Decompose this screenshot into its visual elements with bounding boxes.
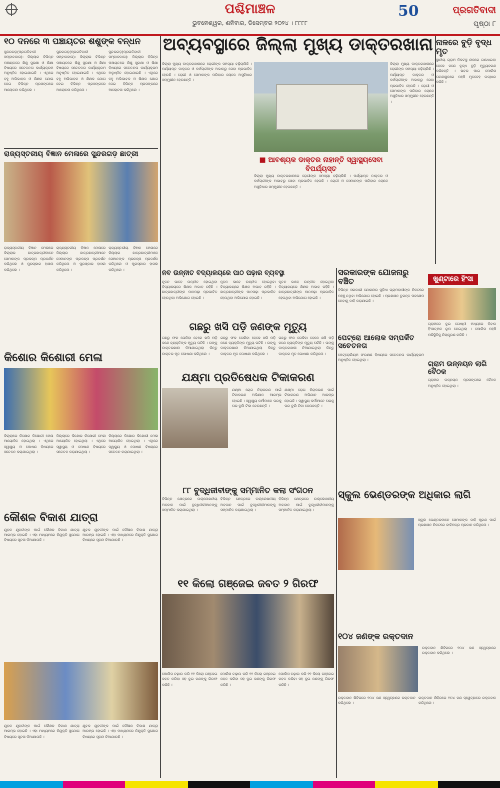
article-body-cont: ରାଜ୍ୟସ୍ତରୀୟ ବିଜ୍ଞାନ ମେଳାରେ ଜିଲ୍ଲାର ଛାତ୍ରଛାତ୍ରୀମାନେ ସେମାନଙ୍କ ପ୍ରକଳ୍ପ ପ୍ରଦର୍ଶନ କରିଥିଲେ ଓ ପୁରସ୍କାର ହାସଲ କରିଥିଲେ । — [56, 246, 106, 272]
section-title: ପଶ୍ଚିମାଞ୍ଚଳ — [224, 2, 276, 17]
article-body-cont: ରକ୍ତଦାନ ଶିବିରରେ ୧୦୪ ଜଣ ସ୍ୱେଚ୍ଛାରେ ରକ୍ତଦାନ କରିଥିଲେ । — [338, 696, 416, 706]
article-body: ଯୁବକ ଯୁବତୀଙ୍କ ପାଇଁ କୌଶଳ ବିକାଶ ଯାତ୍ରା ଆରମ୍ଭ ହୋଇଛି । ଏହା ମାଧ୍ୟମରେ ନିଯୁକ୍ତି ସୁଯୋଗ ବିଷୟରେ ସୂଚନା ଦିଆଯାଉଛି । — [4, 527, 80, 543]
headline: ସରକାରଙ୍କ ଯୋଜନାରୁ ବଞ୍ଚିତ — [338, 268, 409, 287]
article-body: ଗଛରୁ ଫଳ ତୋଳିବା ବେଳେ ଖସି ପଡ଼ି ଜଣେ ବ୍ୟକ୍ତିଙ୍କ ମୃତ୍ୟୁ ଘଟିଛି । ତାଙ୍କୁ ଡାକ୍ତରଖାନା ନିଆଯାଇଥିଲା କିନ୍ତୁ ଡାକ୍ତର ମୃତ ଘୋଷଣା କରିଥିଲେ । — [162, 335, 218, 356]
article-body-cont: ପୋଲିସ ଚଢ଼ାଉ କରି ୧୧ କିଲୋ ଗଞ୍ଜେଇ ଜବତ କରିବା ସହ ଦୁଇ ଜଣଙ୍କୁ ଗିରଫ କରିଛି । — [220, 672, 276, 687]
article-body: ଗ୍ରାମରେ ଦୁଇ ଗୋଷ୍ଠୀ ମଧ୍ୟରେ ବିବାଦ ହିଂସାତ୍ମକ ରୂପ ନେଇଥିଲା । ପୋଲିସ ପହଞ୍ଚି ପରିସ୍ଥିତିକୁ ନିୟନ୍ତ୍ରଣ କରିଛି । — [428, 322, 496, 337]
article-a5 — [162, 322, 334, 370]
seizure-photo — [162, 594, 334, 668]
article-body-cont: ଯକ୍ଷ୍ମା ରୋଗ ନିରାକରଣ ପାଇଁ ଟିକାକରଣ ଅଭିଯାନ ଆରମ୍ଭ ହୋଇଛି । ସ୍ୱାସ୍ଥ୍ୟ କର୍ମୀମାନେ ଘରକୁ ଘର ବୁଲି ଟିକା ଦେଉଛନ୍ତି । — [284, 388, 334, 409]
article-body-cont: ରାଜ୍ୟସ୍ତରୀୟ ବିଜ୍ଞାନ ମେଳାରେ ଜିଲ୍ଲାର ଛାତ୍ରଛାତ୍ରୀମାନେ ସେମାନଙ୍କ ପ୍ରକଳ୍ପ ପ୍ରଦର୍ଶନ କରିଥିଲେ ଓ ପୁରସ୍କାର ହାସଲ କରିଥିଲେ । — [108, 246, 158, 272]
article-a16 — [428, 360, 496, 500]
mela-photo — [4, 368, 158, 430]
article-body-cont: ବିଭିନ୍ନ କ୍ଷେତ୍ରରେ ଉଲ୍ଲେଖନୀୟ ଅବଦାନ ପାଇଁ ବୁଦ୍ଧିଜୀବୀମାନଙ୍କୁ ସମ୍ମାନିତ କରାଯାଇଥିଲା । — [220, 497, 276, 512]
headline: ୮୮ ବୁଦ୍ଧିଜୀବୀଙ୍କୁ ସମ୍ମାନିତ କଲା ସଂଗଠନ — [182, 486, 314, 495]
article-body: ବିଭିନ୍ନ ସରକାରୀ ଯୋଜନାର ସୁବିଧା ଗ୍ରାମବାସୀଙ୍କ ନିକଟରେ ପହଞ୍ଚୁ ନଥିବା ଅଭିଯୋଗ ହୋଇଛି । ପ୍ରଶାସନ ତୁରନ୍ତ ପଦକ୍ଷେପ ନେବାକୁ ଦାବି କରାଯାଇଛି । — [338, 288, 424, 304]
article-body-cont: ପୋଲିସ ଚଢ଼ାଉ କରି ୧୧ କିଲୋ ଗଞ୍ଜେଇ ଜବତ କରିବା ସହ ଦୁଇ ଜଣଙ୍କୁ ଗିରଫ କରିଛି । — [278, 672, 334, 687]
article-body-cont: ନୂତନ ଭାବେ ଉନ୍ନୀତ ହୋଇଥିବା ବିଦ୍ୟାଳୟରେ ଶିକ୍ଷକ ଅଭାବ ରହିଛି । ଛାତ୍ରଛାତ୍ରୀଙ୍କ ପାଠପଢ଼ା ପ୍ରଭାବିତ ହେଉଥିବା ଅଭିଯୋଗ ହୋଇଛି । — [220, 279, 276, 300]
column-divider — [336, 268, 337, 778]
article-a14 — [162, 578, 334, 778]
article-body: ସ୍ଥାନୀୟ ଗ୍ରାମ ନିକଟସ୍ଥ ନାଳରେ ଗାଧୋଇବା ବେଳେ ଜଣେ ବୃଦ୍ଧ ବୁଡ଼ି ମୃତ୍ୟୁବରଣ କରିଛନ୍ତି । ଖବର ପାଇ ପୋଲିସ ଘଟଣାସ୍ଥଳରେ ପହଞ୍ଚି ମୃତଦେହ ଉଦ୍ଧାର କରିଛି । — [436, 58, 496, 84]
article-body: ରାଜ୍ୟସ୍ତରୀୟ ବିଜ୍ଞାନ ମେଳାରେ ଜିଲ୍ଲାର ଛାତ୍ରଛାତ୍ରୀମାନେ ସେମାନଙ୍କ ପ୍ରକଳ୍ପ ପ୍ରଦର୍ଶନ କରିଥିଲେ ଓ ପୁରସ୍କାର ହାସଲ କରିଥିଲେ । — [4, 246, 54, 272]
headline: ଗ୍ରାମ ଉନ୍ନୟନ ଲାଗି ବୈଠକ — [428, 360, 487, 377]
group-photo — [428, 288, 496, 320]
hospital-photo — [254, 62, 388, 152]
article-a8 — [338, 334, 424, 484]
yatra-photo — [4, 662, 158, 720]
brand-name: ପ୍ରଗତିବାଦୀ — [452, 6, 496, 16]
article-a7 — [428, 266, 496, 356]
headline: ୧୦ ଦିନରେ ୩ ପଞ୍ଚାୟତର ଶିଶୁଙ୍କ ବନ୍ଧନ — [4, 38, 141, 47]
column-divider — [160, 36, 161, 778]
article-body: ପେଟ୍ରୋଲିୟମ ସଂରକ୍ଷଣ ବିଷୟରେ ସଚେତନତା କାର୍ଯ୍ୟକ୍ରମ ଅନୁଷ୍ଠିତ ହୋଇଥିଲା । — [338, 352, 424, 362]
article-body-cont: ଗଛରୁ ଫଳ ତୋଳିବା ବେଳେ ଖସି ପଡ଼ି ଜଣେ ବ୍ୟକ୍ତିଙ୍କ ମୃତ୍ୟୁ ଘଟିଛି । ତାଙ୍କୁ ଡାକ୍ତରଖାନା ନିଆଯାଇଥିଲା କିନ୍ତୁ ଡାକ୍ତର ମୃତ ଘୋଷଣା କରିଥିଲେ । — [220, 335, 276, 356]
article-body-cont: ଯୁବକ ଯୁବତୀଙ୍କ ପାଇଁ କୌଶଳ ବିକାଶ ଯାତ୍ରା ଆରମ୍ଭ ହୋଇଛି । ଏହା ମାଧ୍ୟମରେ ନିଯୁକ୍ତି ସୁଯୋଗ ବିଷୟରେ ସୂଚନା ଦିଆଯାଉଛି । — [82, 724, 158, 739]
lead-body-cont: ଜିଲ୍ଲା ମୁଖ୍ୟ ଡାକ୍ତରଖାନାରେ ରୋଗୀଙ୍କ ସମସ୍ୟା ବଢ଼ିଚାଲିଛି । ପର୍ଯ୍ୟାପ୍ତ ଡାକ୍ତର ଓ କର୍ମଚାରୀଙ୍କ ଅଭାବରୁ ସେବା ପ୍ରଭାବିତ ହେଉଛି । ରୋଗୀ ଓ ସେମାନଙ୍କ ପରିବାର ଲୋକେ ଅସୁବିଧାର ସମ୍ମୁଖୀନ ହେଉଛନ୍ତି । — [254, 174, 388, 189]
headline: ଯକ୍ଷ୍ମା ପ୍ରତିଷେଧକ ଟିକାକରଣ — [181, 372, 315, 384]
headline: ନାଳରେ ବୁଡ଼ି ବୃଦ୍ଧ ମୃତ — [436, 38, 492, 57]
article-lead — [162, 36, 434, 266]
article-body-cont: ବିଭିନ୍ନ କ୍ଷେତ୍ରରେ ଉଲ୍ଲେଖନୀୟ ଅବଦାନ ପାଇଁ ବୁଦ୍ଧିଜୀବୀମାନଙ୍କୁ ସମ୍ମାନିତ କରାଯାଇଥିଲା । — [278, 497, 334, 512]
article-body: ଜିଲ୍ଲାରେ କିଶୋର କିଶୋରୀ ମେଳା ଆୟୋଜିତ ହୋଇଥିଲା । ଏଥିରେ ସ୍ୱାସ୍ଥ୍ୟ ଓ ପୋଷଣ ବିଷୟରେ ସଚେତନ କରାଯାଇଥିଲା । — [4, 434, 54, 455]
headline: ପେଟ୍ରୋ ଆଲୋକ ସମ୍ପର୍କିତ ସଚେତନତା — [338, 334, 415, 351]
article-body-cont: ଜିଲ୍ଲାରେ କିଶୋର କିଶୋରୀ ମେଳା ଆୟୋଜିତ ହୋଇଥିଲା । ଏଥିରେ ସ୍ୱାସ୍ଥ୍ୟ ଓ ପୋଷଣ ବିଷୟରେ ସଚେତନ କରାଯାଇଥିଲା । — [56, 434, 106, 455]
article-a13 — [4, 512, 158, 778]
lead-headline: ଅବ୍ୟବସ୍ଥାରେ ଜିଲ୍ଲା ମୁଖ୍ୟ ଡାକ୍ତରଖାନା — [163, 36, 433, 55]
article-a15 — [338, 632, 496, 778]
lead-body: ଜିଲ୍ଲା ମୁଖ୍ୟ ଡାକ୍ତରଖାନାରେ ରୋଗୀଙ୍କ ସମସ୍ୟା ବଢ଼ିଚାଲିଛି । ପର୍ଯ୍ୟାପ୍ତ ଡାକ୍ତର ଓ କର୍ମଚାରୀଙ୍କ ଅଭାବରୁ ସେବା ପ୍ରଭାବିତ ହେଉଛି । ରୋଗୀ ଓ ସେମାନଙ୍କ ପରିବାର ଲୋକେ ଅସୁବିଧାର ସମ୍ମୁଖୀନ ହେଉଛନ୍ତି । — [162, 62, 252, 83]
page-number: ପୃଷ୍ଠା ୮ — [473, 20, 496, 28]
headline: ଗଛରୁ ଖସି ପଡ଼ି ଜଣଙ୍କ ମୃତ୍ୟୁ — [189, 322, 307, 333]
article-a11 — [162, 486, 334, 576]
vendors-photo — [338, 518, 414, 570]
article-a9 — [4, 352, 158, 510]
headline: ସ୍କୁଲ ଭେଣ୍ଡରଙ୍କ ଅଧିକାର ଲାଗି — [338, 490, 471, 501]
article-a4 — [162, 270, 334, 320]
article-body: ଗ୍ରାମର ଉନ୍ନୟନ ପ୍ରସଙ୍ଗରେ ବୈଠକ ଅନୁଷ୍ଠିତ ହୋଇଥିଲା । — [428, 378, 496, 388]
article-body: ସ୍କୁଲ ଭେଣ୍ଡରମାନେ ସେମାନଙ୍କ ଦାବି ପୂରଣ ପାଇଁ ପ୍ରଶାସନ ନିକଟରେ ଦାବିପତ୍ର ପ୍ରଦାନ କରିଥିଲେ । — [418, 518, 496, 528]
divider — [4, 148, 158, 149]
article-body: ରକ୍ତଦାନ ଶିବିରରେ ୧୦୪ ଜଣ ସ୍ୱେଚ୍ଛାରେ ରକ୍ତଦାନ କରିଥିଲେ । — [422, 646, 496, 656]
article-body-cont: ନୂତନ ଭାବେ ଉନ୍ନୀତ ହୋଇଥିବା ବିଦ୍ୟାଳୟରେ ଶିକ୍ଷକ ଅଭାବ ରହିଛି । ଛାତ୍ରଛାତ୍ରୀଙ୍କ ପାଠପଢ଼ା ପ୍ରଭାବିତ ହେଉଥିବା ଅଭିଯୋଗ ହୋଇଛି । — [278, 279, 334, 300]
headline: ରାଜ୍ୟସ୍ତରୀୟ ବିଜ୍ଞାନ ମେଳାରେ ସୁନ୍ଦରଗଡ଼ ଛାତ୍ରୀ — [4, 150, 139, 158]
anniversary-logo: 50 — [398, 2, 419, 20]
article-body: ସୁନ୍ଦରଗଡ଼(ପ୍ରଗତିବାଦୀ ସମ୍ବାଦଦାତା): ଜିଲ୍ଲାର ବିଭିନ୍ନ ପଞ୍ଚାୟତରେ ଶିଶୁ ସୁରକ୍ଷା ଓ ଶିକ୍ଷା ବିଷୟରେ ସଚେତନତା କାର୍ଯ୍ୟକ୍ରମ ଅନୁଷ୍ଠିତ ହୋଇଯାଇଛି । ଏଥିରେ ବହୁ ଅଭିଭାବକ ଓ ଶିକ୍ଷକ ଯୋଗ ଦେଇ ବିଭିନ୍ନ ପ୍ରସଙ୍ଗରେ ଆଲୋଚନା କରିଥିଲେ । — [4, 49, 54, 92]
lead-body-cont: ଜିଲ୍ଲା ମୁଖ୍ୟ ଡାକ୍ତରଖାନାରେ ରୋଗୀଙ୍କ ସମସ୍ୟା ବଢ଼ିଚାଲିଛି । ପର୍ଯ୍ୟାପ୍ତ ଡାକ୍ତର ଓ କର୍ମଚାରୀଙ୍କ ଅଭାବରୁ ସେବା ପ୍ରଭାବିତ ହେଉଛି । ରୋଗୀ ଓ ସେମାନଙ୍କ ପରିବାର ଲୋକେ ଅସୁବିଧାର ସମ୍ମୁଖୀନ ହେଉଛନ୍ତି । — [390, 62, 434, 104]
article-a1 — [4, 38, 158, 146]
article-body: ନୂତନ ଭାବେ ଉନ୍ନୀତ ହୋଇଥିବା ବିଦ୍ୟାଳୟରେ ଶିକ୍ଷକ ଅଭାବ ରହିଛି । ଛାତ୍ରଛାତ୍ରୀଙ୍କ ପାଠପଢ଼ା ପ୍ରଭାବିତ ହେଉଥିବା ଅଭିଯୋଗ ହୋଇଛି । — [162, 279, 218, 300]
article-body-cont: ଯୁବକ ଯୁବତୀଙ୍କ ପାଇଁ କୌଶଳ ବିକାଶ ଯାତ୍ରା ଆରମ୍ଭ ହୋଇଛି । ଏହା ମାଧ୍ୟମରେ ନିଯୁକ୍ତି ସୁଯୋଗ ବିଷୟରେ ସୂଚନା ଦିଆଯାଉଛି । — [82, 527, 158, 543]
article-body-cont: ରକ୍ତଦାନ ଶିବିରରେ ୧୦୪ ଜଣ ସ୍ୱେଚ୍ଛାରେ ରକ୍ତଦାନ କରିଥିଲେ । — [418, 696, 496, 706]
headline: କିଶୋର କିଶୋରୀ ମେଳା — [4, 352, 103, 364]
article-body: ପୋଲିସ ଚଢ଼ାଉ କରି ୧୧ କିଲୋ ଗଞ୍ଜେଇ ଜବତ କରିବା ସହ ଦୁଇ ଜଣଙ୍କୁ ଗିରଫ କରିଛି । — [162, 672, 218, 687]
masthead — [0, 0, 500, 36]
article-body-cont: ଗଛରୁ ଫଳ ତୋଳିବା ବେଳେ ଖସି ପଡ଼ି ଜଣେ ବ୍ୟକ୍ତିଙ୍କ ମୃତ୍ୟୁ ଘଟିଛି । ତାଙ୍କୁ ଡାକ୍ତରଖାନା ନିଆଯାଇଥିଲା କିନ୍ତୁ ଡାକ୍ତର ମୃତ ଘୋଷଣା କରିଥିଲେ । — [278, 335, 334, 356]
headline: ୧୦୪ ଜଣଙ୍କ ରକ୍ତଦାନ — [338, 632, 414, 641]
article-body: ଯକ୍ଷ୍ମା ରୋଗ ନିରାକରଣ ପାଇଁ ଟିକାକରଣ ଅଭିଯାନ ଆରମ୍ଭ ହୋଇଛି । ସ୍ୱାସ୍ଥ୍ୟ କର୍ମୀମାନେ ଘରକୁ ଘର ବୁଲି ଟିକା ଦେଉଛନ୍ତି । — [232, 388, 282, 409]
article-a6 — [338, 268, 424, 330]
lead-subhead: ■ ଆବଶ୍ୟକ ଡାକ୍ତର ନାହାନ୍ତି ସ୍ୱାସ୍ଥ୍ୟସେବା ବିପର୍ଯ୍ୟସ୍ତ — [259, 156, 383, 173]
article-a10 — [162, 372, 334, 484]
article-body-cont: ସୁନ୍ଦରଗଡ଼(ପ୍ରଗତିବାଦୀ ସମ୍ବାଦଦାତା): ଜିଲ୍ଲାର ବିଭିନ୍ନ ପଞ୍ଚାୟତରେ ଶିଶୁ ସୁରକ୍ଷା ଓ ଶିକ୍ଷା ବିଷୟରେ ସଚେତନତା କାର୍ଯ୍ୟକ୍ରମ ଅନୁଷ୍ଠିତ ହୋଇଯାଇଛି । ଏଥିରେ ବହୁ ଅଭିଭାବକ ଓ ଶିକ୍ଷକ ଯୋଗ ଦେଇ ବିଭିନ୍ନ ପ୍ରସଙ୍ଗରେ ଆଲୋଚନା କରିଥିଲେ । — [108, 49, 158, 92]
registration-mark-icon — [6, 4, 17, 15]
article-body-cont: ଯୁବକ ଯୁବତୀଙ୍କ ପାଇଁ କୌଶଳ ବିକାଶ ଯାତ୍ରା ଆରମ୍ଭ ହୋଇଛି । ଏହା ମାଧ୍ୟମରେ ନିଯୁକ୍ତି ସୁଯୋଗ ବିଷୟରେ ସୂଚନା ଦିଆଯାଉଛି । — [4, 724, 80, 739]
article-body-cont: ଜିଲ୍ଲାରେ କିଶୋର କିଶୋରୀ ମେଳା ଆୟୋଜିତ ହୋଇଥିଲା । ଏଥିରେ ସ୍ୱାସ୍ଥ୍ୟ ଓ ପୋଷଣ ବିଷୟରେ ସଚେତନ କରାଯାଇଥିଲା । — [108, 434, 158, 455]
article-a3 — [4, 150, 158, 350]
dateline: ଭୁବନେଶ୍ୱର, ଶନିବାର, ଡିସେମ୍ବର ୨୦୨୪ । ୮୮୮୮ — [192, 20, 308, 27]
blood-donation-photo — [338, 646, 418, 692]
headline: କୌଶଳ ବିକାଶ ଯାତ୍ରା — [4, 512, 98, 524]
color-calibration-bar — [0, 781, 500, 788]
article-body: ବିଭିନ୍ନ କ୍ଷେତ୍ରରେ ଉଲ୍ଲେଖନୀୟ ଅବଦାନ ପାଇଁ ବୁଦ୍ଧିଜୀବୀମାନଙ୍କୁ ସମ୍ମାନିତ କରାଯାଇଥିଲା । — [162, 497, 218, 512]
headline: ୧୧ କିଲୋ ଗଞ୍ଜେଇ ଜବତ ୨ ଗିରଫ — [177, 578, 319, 590]
headline: ନବ ଉନ୍ନୀତ ବିଦ୍ୟାଳୟରେ ପାଠ ପଢ଼ାର ବ୍ୟବସ୍ଥା — [162, 270, 285, 277]
headline: ଖୁଣ୍ଟାରେ ହିଂସା — [428, 274, 478, 285]
column-divider — [435, 36, 436, 264]
article-a12 — [338, 490, 496, 630]
article-body-cont: ସୁନ୍ଦରଗଡ଼(ପ୍ରଗତିବାଦୀ ସମ୍ବାଦଦାତା): ଜିଲ୍ଲାର ବିଭିନ୍ନ ପଞ୍ଚାୟତରେ ଶିଶୁ ସୁରକ୍ଷା ଓ ଶିକ୍ଷା ବିଷୟରେ ସଚେତନତା କାର୍ଯ୍ୟକ୍ରମ ଅନୁଷ୍ଠିତ ହୋଇଯାଇଛି । ଏଥିରେ ବହୁ ଅଭିଭାବକ ଓ ଶିକ୍ଷକ ଯୋଗ ଦେଇ ବିଭିନ୍ନ ପ୍ରସଙ୍ଗରେ ଆଲୋଚନା କରିଥିଲେ । — [56, 49, 106, 92]
article-a2 — [436, 38, 496, 166]
vaccination-photo — [162, 388, 228, 448]
science-fair-photo — [4, 162, 158, 242]
